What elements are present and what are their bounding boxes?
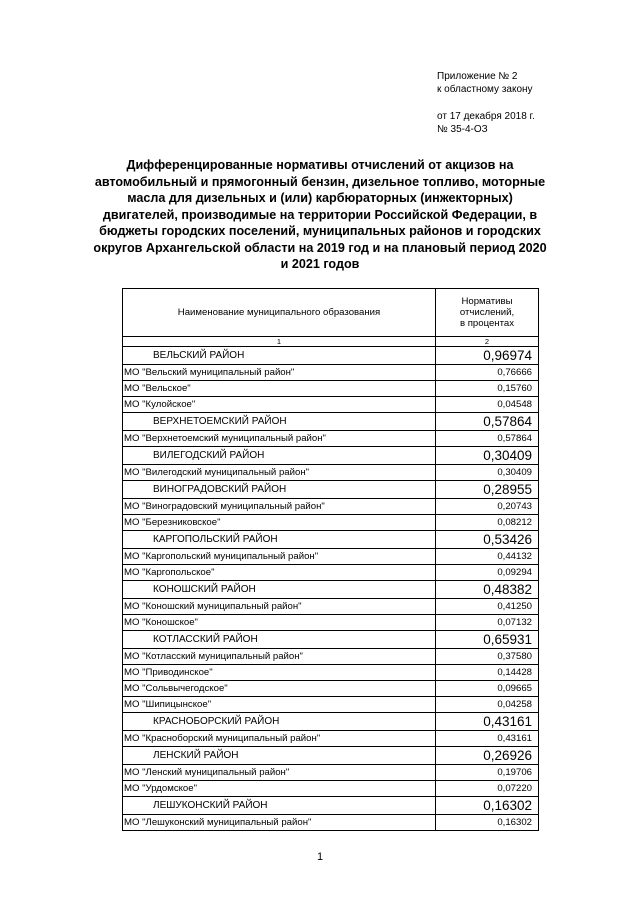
column-number-row	[123, 337, 539, 347]
municipality-row	[123, 397, 539, 413]
norm-value: 0,26926	[436, 747, 539, 765]
norm-value: 0,44132	[436, 549, 539, 565]
table-header-row	[123, 289, 539, 337]
municipality-name: МО "Приводинское"	[123, 665, 436, 681]
municipality-row	[123, 565, 539, 581]
municipality-name: МО "Шипицынское"	[123, 697, 436, 713]
norm-value: 0,37580	[436, 649, 539, 665]
header-norms-line: отчислений,	[459, 307, 515, 318]
municipality-row	[123, 381, 539, 397]
municipality-row	[123, 365, 539, 381]
municipality-name: КОНОШСКИЙ РАЙОН	[123, 581, 436, 599]
municipality-name: КАРГОПОЛЬСКИЙ РАЙОН	[123, 531, 436, 549]
header-municipality: Наименование муниципального образования	[123, 289, 436, 337]
norm-value: 0,04548	[436, 397, 539, 413]
municipality-name: ВЕРХНЕТОЕМСКИЙ РАЙОН	[123, 413, 436, 431]
law-date: от 17 декабря 2018 г.	[437, 111, 535, 122]
appendix-line: к областному закону	[437, 84, 533, 95]
municipality-name: КРАСНОБОРСКИЙ РАЙОН	[123, 713, 436, 731]
appendix-line: Приложение № 2	[437, 71, 518, 82]
district-row	[123, 713, 539, 731]
municipality-row	[123, 431, 539, 447]
district-row	[123, 631, 539, 649]
norms-table	[122, 288, 539, 831]
municipality-row	[123, 549, 539, 565]
spacer	[437, 96, 535, 110]
norm-value: 0,07220	[436, 781, 539, 797]
municipality-name: ЛЕНСКИЙ РАЙОН	[123, 747, 436, 765]
municipality-name: МО "Каргопольский муниципальный район"	[123, 549, 436, 565]
municipality-name: МО "Лешуконский муниципальный район"	[123, 815, 436, 831]
norm-value: 0,09665	[436, 681, 539, 697]
municipality-name: ВЕЛЬСКИЙ РАЙОН	[123, 347, 436, 365]
municipality-name: МО "Красноборский муниципальный район"	[123, 731, 436, 747]
column-number: 1	[123, 337, 436, 347]
municipality-row	[123, 765, 539, 781]
district-row	[123, 447, 539, 465]
municipality-name: МО "Сольвычегодское"	[123, 681, 436, 697]
norm-value: 0,04258	[436, 697, 539, 713]
norm-value: 0,15760	[436, 381, 539, 397]
municipality-row	[123, 731, 539, 747]
norm-value: 0,30409	[436, 447, 539, 465]
municipality-name: МО "Каргопольское"	[123, 565, 436, 581]
municipality-row	[123, 615, 539, 631]
norm-value: 0,14428	[436, 665, 539, 681]
municipality-name: МО "Верхнетоемский муниципальный район"	[123, 431, 436, 447]
norm-value: 0,53426	[436, 531, 539, 549]
municipality-row	[123, 465, 539, 481]
municipality-name: МО "Коношское"	[123, 615, 436, 631]
municipality-name: МО "Вилегодский муниципальный район"	[123, 465, 436, 481]
page-number: 1	[316, 851, 324, 863]
municipality-name: МО "Виноградовский муниципальный район"	[123, 499, 436, 515]
municipality-name: МО "Вельское"	[123, 381, 436, 397]
norm-value: 0,57864	[436, 413, 539, 431]
norm-value: 0,48382	[436, 581, 539, 599]
municipality-row	[123, 515, 539, 531]
district-row	[123, 581, 539, 599]
norm-value: 0,16302	[436, 815, 539, 831]
district-row	[123, 747, 539, 765]
norm-value: 0,43161	[436, 713, 539, 731]
municipality-row	[123, 815, 539, 831]
norm-value: 0,57864	[436, 431, 539, 447]
norm-value: 0,30409	[436, 465, 539, 481]
municipality-row	[123, 649, 539, 665]
municipality-row	[123, 665, 539, 681]
norm-value: 0,65931	[436, 631, 539, 649]
municipality-name: МО "Коношский муниципальный район"	[123, 599, 436, 615]
municipality-name: МО "Ленский муниципальный район"	[123, 765, 436, 781]
municipality-name: МО "Кулойское"	[123, 397, 436, 413]
norm-value: 0,19706	[436, 765, 539, 781]
district-row	[123, 481, 539, 499]
district-row	[123, 531, 539, 549]
municipality-name: МО "Березниковское"	[123, 515, 436, 531]
header-norms-line: в процентах	[459, 318, 515, 329]
norm-value: 0,41250	[436, 599, 539, 615]
district-row	[123, 797, 539, 815]
law-number: № 35-4-ОЗ	[437, 124, 488, 135]
municipality-name: МО "Урдомское"	[123, 781, 436, 797]
district-row	[123, 413, 539, 431]
municipality-name: КОТЛАССКИЙ РАЙОН	[123, 631, 436, 649]
norm-value: 0,28955	[436, 481, 539, 499]
municipality-name: МО "Котласский муниципальный район"	[123, 649, 436, 665]
municipality-row	[123, 499, 539, 515]
norm-value: 0,20743	[436, 499, 539, 515]
municipality-name: ЛЕШУКОНСКИЙ РАЙОН	[123, 797, 436, 815]
norm-value: 0,96974	[436, 347, 539, 365]
norm-value: 0,08212	[436, 515, 539, 531]
municipality-name: ВИНОГРАДОВСКИЙ РАЙОН	[123, 481, 436, 499]
municipality-name: ВИЛЕГОДСКИЙ РАЙОН	[123, 447, 436, 465]
column-number: 2	[436, 337, 539, 347]
document-title: Дифференцированные нормативы отчислений от акцизов на автомобильный и прямогонный бензин, дизельное топливо, моторные масла для дизельных и (или) карбюраторных (инжекторных) двигателей, производимые на территории Российской Федерации, в бюджеты городских поселений, муниципальных районов и городских округов Архангельской области на 2019 год и на плановый период 2020 и 2021 годов	[93, 158, 547, 271]
municipality-row	[123, 599, 539, 615]
norm-value: 0,16302	[436, 797, 539, 815]
norm-value: 0,07132	[436, 615, 539, 631]
header-norms-line: Нормативы	[461, 296, 513, 307]
header-norms	[436, 289, 539, 337]
norm-value: 0,09294	[436, 565, 539, 581]
norm-value: 0,43161	[436, 731, 539, 747]
appendix-header	[437, 70, 535, 136]
municipality-row	[123, 781, 539, 797]
municipality-row	[123, 697, 539, 713]
municipality-row	[123, 681, 539, 697]
norm-value: 0,76666	[436, 365, 539, 381]
municipality-name: МО "Вельский муниципальный район"	[123, 365, 436, 381]
district-row	[123, 347, 539, 365]
